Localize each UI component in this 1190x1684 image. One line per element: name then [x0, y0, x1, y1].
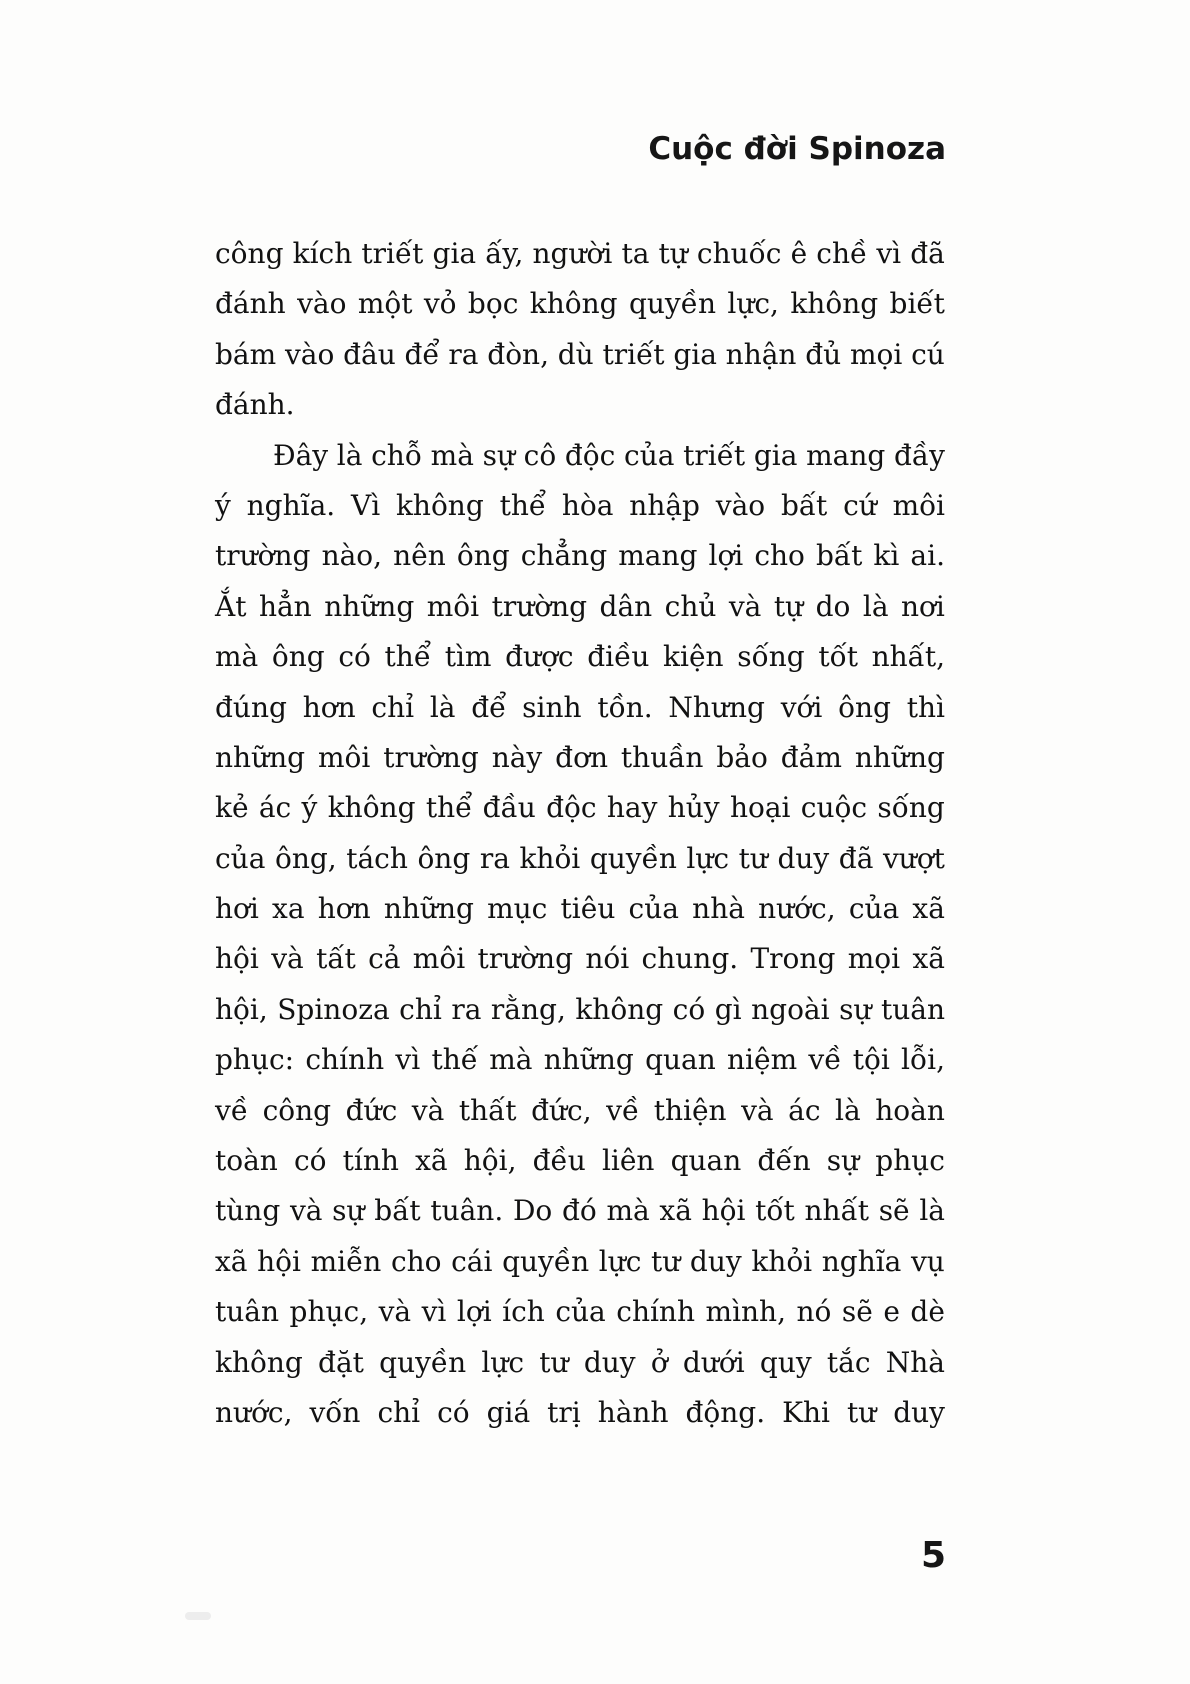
body-text: [215, 229, 945, 1438]
page-number: 5: [920, 1535, 946, 1576]
body-text-line: tuân phục, và vì lợi ích của chính mình, nó sẽ e dè: [215, 1295, 945, 1329]
body-text-line: về công đức và thất đức, về thiện và ác là hoàn: [215, 1093, 945, 1127]
body-text-line: của ông, tách ông ra khỏi quyền lực tư duy đã vượt: [215, 841, 945, 875]
body-text-line: không đặt quyền lực tư duy ở dưới quy tắc Nhà: [215, 1345, 945, 1379]
body-text-line: phục: chính vì thế mà những quan niệm về tội lỗi,: [215, 1043, 945, 1077]
body-text-line: toàn có tính xã hội, đều liên quan đến sự phục: [215, 1144, 945, 1178]
body-text-line: hội, Spinoza chỉ ra rằng, không có gì ngoài sự tuân: [215, 992, 945, 1026]
body-text-line: Ắt hẳn những môi trường dân chủ và tự do là nơi: [215, 589, 945, 623]
body-text-line: đánh vào một vỏ bọc không quyền lực, không biết: [215, 287, 945, 321]
body-text-line: trường nào, nên ông chẳng mang lợi cho bất kì ai.: [215, 539, 945, 573]
scan-artifact: [185, 1612, 211, 1620]
body-text-line: mà ông có thể tìm được điều kiện sống tốt nhất,: [215, 640, 945, 674]
body-text-line: bám vào đâu để ra đòn, dù triết gia nhận đủ mọi cú: [215, 337, 945, 371]
body-text-line: ý nghĩa. Vì không thể hòa nhập vào bất cứ môi: [215, 488, 945, 522]
body-text-line: Đây là chỗ mà sự cô độc của triết gia mang đầy: [273, 438, 945, 472]
body-text-line: hội và tất cả môi trường nói chung. Trong mọi xã: [215, 942, 945, 976]
body-text-line: đúng hơn chỉ là để sinh tồn. Nhưng với ông thì: [215, 690, 945, 724]
body-text-line: tùng và sự bất tuân. Do đó mà xã hội tốt nhất sẽ là: [215, 1194, 945, 1228]
body-text-line: nước, vốn chỉ có giá trị hành động. Khi tư duy: [215, 1395, 945, 1429]
body-text-line: công kích triết gia ấy, người ta tự chuốc ê chề vì đã: [215, 237, 945, 270]
running-header: Cuộc đời Spinoza: [648, 131, 946, 167]
body-text-line: xã hội miễn cho cái quyền lực tư duy khỏi nghĩa vụ: [215, 1244, 945, 1278]
body-text-line: những môi trường này đơn thuần bảo đảm những: [215, 740, 945, 774]
body-text-line: hơi xa hơn những mục tiêu của nhà nước, của xã: [215, 892, 945, 926]
body-text-line: đánh.: [215, 388, 295, 422]
body-text-line: kẻ ác ý không thể đầu độc hay hủy hoại cuộc sống: [215, 791, 945, 825]
